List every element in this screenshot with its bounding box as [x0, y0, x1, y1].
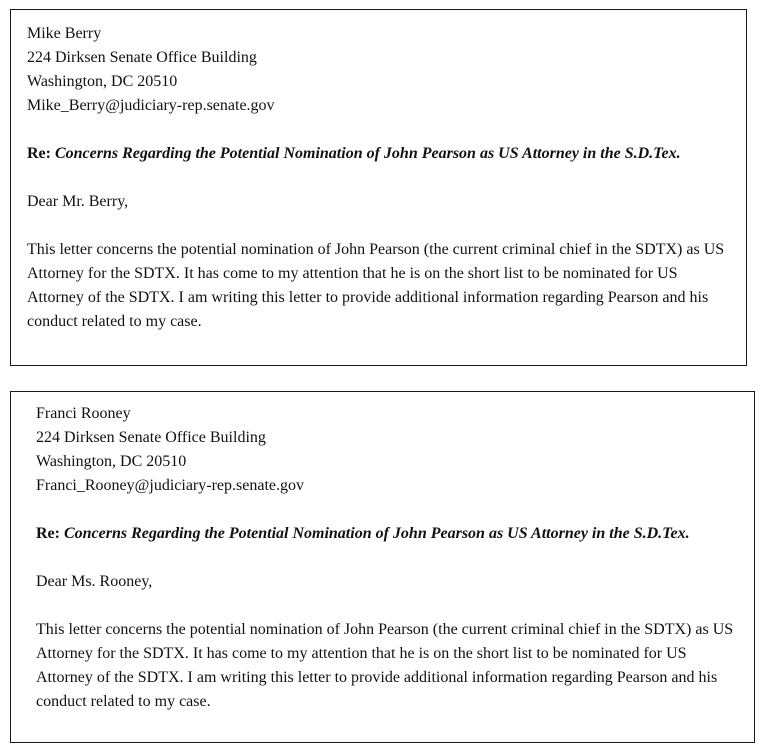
recipient-email: Franci_Rooney@judiciary-rep.senate.gov: [36, 477, 304, 494]
re-label: Re:: [36, 525, 60, 542]
subject-line: [27, 142, 707, 166]
re-subject: Concerns Regarding the Potential Nomination of John Pearson as US Attorney in the S.D.Tex.: [63, 525, 690, 542]
address-line-2: Washington, DC 20510: [27, 73, 178, 90]
recipient-name: Mike Berry: [27, 25, 102, 42]
recipient-name: Franci Rooney: [36, 405, 131, 422]
body-paragraph: This letter concerns the potential nomination of John Pearson (the current criminal chief in the SDTX) as US Attorney for the SDTX. It has come to my attention that he is on the short list to be nominated for US Attorney of the SDTX. I am writing this letter to provide additional information regarding Pearson and his conduct related to my case.: [27, 241, 725, 330]
recipient-email: Mike_Berry@judiciary-rep.senate.gov: [27, 97, 275, 114]
re-label: Re:: [27, 145, 51, 162]
salutation: Dear Ms. Rooney,: [36, 573, 153, 590]
subject-line: [36, 522, 716, 546]
address-line-1: 224 Dirksen Senate Office Building: [27, 49, 257, 66]
address-line-2: Washington, DC 20510: [36, 453, 187, 470]
address-line-1: 224 Dirksen Senate Office Building: [36, 429, 266, 446]
re-subject: Concerns Regarding the Potential Nomination of John Pearson as US Attorney in the S.D.Tex.: [54, 145, 681, 162]
letter-excerpt-berry: [10, 9, 747, 366]
letter-excerpt-rooney: [10, 391, 755, 743]
salutation: Dear Mr. Berry,: [27, 193, 129, 210]
body-paragraph: This letter concerns the potential nomination of John Pearson (the current criminal chief in the SDTX) as US Attorney for the SDTX. It has come to my attention that he is on the short list to be nominated for US Attorney of the SDTX. I am writing this letter to provide additional information regarding Pearson and his conduct related to my case.: [36, 621, 734, 710]
